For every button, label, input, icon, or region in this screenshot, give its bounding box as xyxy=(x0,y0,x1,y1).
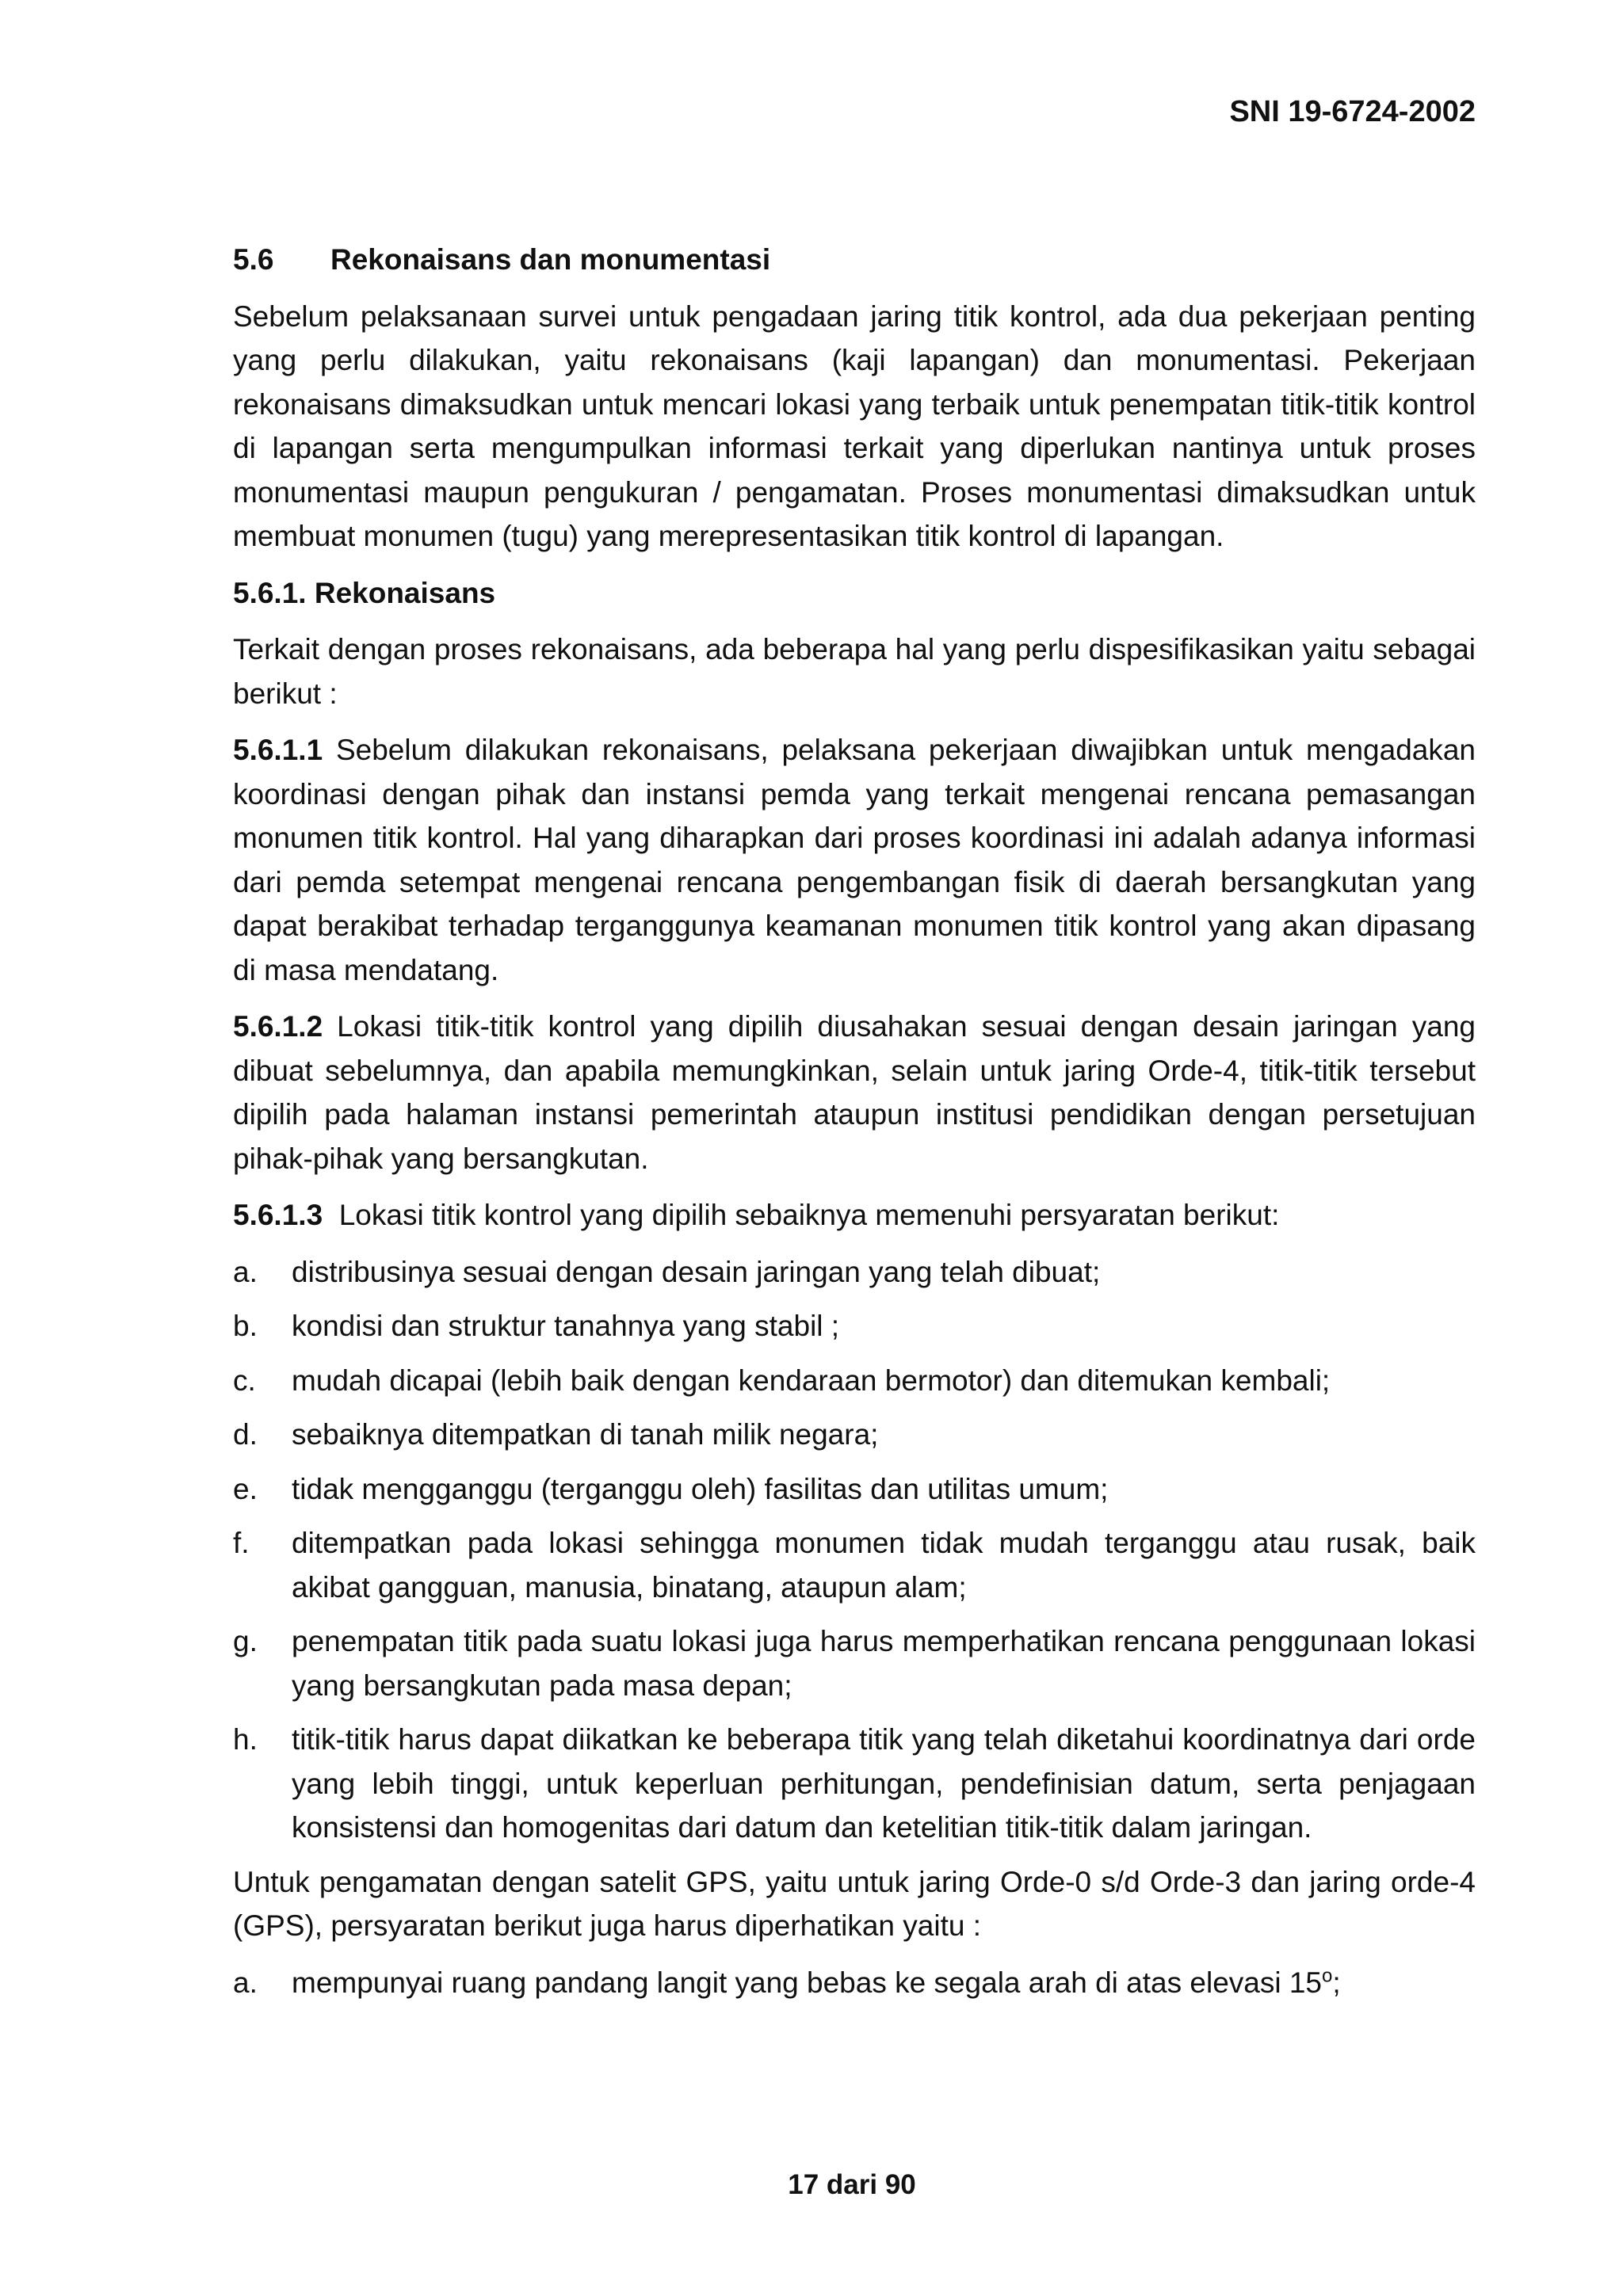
list-text: distribusinya sesuai dengan desain jaringan yang telah dibuat; xyxy=(292,1255,1101,1288)
section-title: Rekonaisans dan monumentasi xyxy=(330,243,771,276)
list-item xyxy=(233,1619,1476,1707)
list-item xyxy=(233,1718,1476,1850)
list-marker: g. xyxy=(233,1625,258,1657)
section-heading xyxy=(233,238,1476,282)
list-text: sebaiknya ditempatkan di tanah milik negara; xyxy=(292,1418,879,1451)
document-code: SNI 19-6724-2002 xyxy=(1229,95,1476,128)
document-body xyxy=(233,238,1476,2015)
list-text xyxy=(292,1961,1476,2005)
list-text: tidak mengganggu (terganggu oleh) fasilitas dan utilitas umum; xyxy=(292,1472,1109,1505)
clause-text: Sebelum dilakukan rekonaisans, pelaksana pekerjaan diwajibkan untuk mengadakan koordinasi dengan pihak dan instansi pemda yang terkait mengenai rencana pemasangan monumen titik kontrol. Hal yang diharapkan dari proses koordinasi ini adalah adanya informasi dari pemda setempat mengenai rencana pengembangan fisik di daerah bersangkutan yang dapat berakibat terhadap terganggunya keamanan monumen titik kontrol yang akan dipasang di masa mendatang. xyxy=(233,734,1476,986)
list-text-main: mempunyai ruang pandang langit yang bebas ke segala arah di atas elevasi 15 xyxy=(292,1966,1323,1999)
list-text-end: ; xyxy=(1332,1966,1341,1999)
clause-number: 5.6.1.3 xyxy=(233,1199,323,1231)
section-number: 5.6 xyxy=(233,243,274,276)
subsection-heading: 5.6.1. Rekonaisans xyxy=(233,576,496,609)
list-marker: e. xyxy=(233,1472,258,1505)
list-item xyxy=(233,1961,1476,2005)
clause-number: 5.6.1.2 xyxy=(233,1010,323,1043)
list-marker: a. xyxy=(233,1966,258,1999)
degree-superscript: o xyxy=(1322,1965,1333,1987)
list-text: mudah dicapai (lebih baik dengan kendaraan bermotor) dan ditemukan kembali; xyxy=(292,1363,1331,1397)
list-text: ditempatkan pada lokasi sehingga monumen tidak mudah terganggu atau rusak, baik akibat gangguan, manusia, binatang, ataupun alam; xyxy=(292,1527,1476,1604)
section-intro-paragraph: Sebelum pelaksanaan survei untuk pengadaan jaring titik kontrol, ada dua pekerjaan penting yang perlu dilakukan, yaitu rekonaisans (kaji lapangan) dan monumentasi. Pekerjaan rekonaisans dimaksudkan untuk mencari lokasi yang terbaik untuk penempatan titik-titik kontrol di lapangan serta mengumpulkan informasi terkait yang diperlukan nantinya untuk proses monumentasi maupun pengukuran / pengamatan. Proses monumentasi dimaksudkan untuk membuat monumen (tugu) yang merepresentasikan titik kontrol di lapangan. xyxy=(233,299,1476,552)
list-text: penempatan titik pada suatu lokasi juga harus memperhatikan rencana penggunaan lokasi yang bersangkutan pada masa depan; xyxy=(292,1625,1476,1702)
page-number: 17 dari 90 xyxy=(788,2169,916,2200)
list-text: titik-titik harus dapat diikatkan ke beberapa titik yang telah diketahui koordinatnya dari orde yang lebih tinggi, untuk keperluan perhitungan, pendefinisian datum, serta penjagaan konsistensi dan homogenitas dari datum dan ketelitian titik-titik dalam jaringan. xyxy=(292,1723,1476,1844)
list-marker: f. xyxy=(233,1527,250,1559)
list-marker: b. xyxy=(233,1310,258,1342)
gps-requirements-list xyxy=(233,1961,1476,2005)
list-marker: d. xyxy=(233,1418,258,1451)
clause-paragraph xyxy=(233,728,1476,992)
clause-number: 5.6.1.1 xyxy=(233,734,323,766)
subsection-intro-paragraph: Terkait dengan proses rekonaisans, ada beberapa hal yang perlu dispesifikasikan yaitu sebagai berikut : xyxy=(233,633,1476,710)
list-item xyxy=(233,1467,1476,1512)
clause-text: Lokasi titik-titik kontrol yang dipilih diusahakan sesuai dengan desain jaringan yang dibuat sebelumnya, dan apabila memungkinkan, selain untuk jaring Orde-4, titik-titik tersebut dipilih pada halaman instansi pemerintah ataupun institusi pendidikan dengan persetujuan pihak-pihak yang bersangkutan. xyxy=(233,1010,1476,1175)
list-item xyxy=(233,1413,1476,1457)
requirements-list xyxy=(233,1250,1476,1850)
list-text: kondisi dan struktur tanahnya yang stabil ; xyxy=(292,1310,840,1342)
list-item xyxy=(233,1521,1476,1609)
list-item xyxy=(233,1359,1476,1403)
list-item xyxy=(233,1250,1476,1295)
list-marker: h. xyxy=(233,1723,258,1756)
clause-text: Lokasi titik kontrol yang dipilih sebaiknya memenuhi persyaratan berikut: xyxy=(338,1199,1280,1231)
clause-paragraph xyxy=(233,1193,1476,1238)
clause-paragraph xyxy=(233,1005,1476,1180)
list-item xyxy=(233,1304,1476,1348)
gps-intro-paragraph: Untuk pengamatan dengan satelit GPS, yaitu untuk jaring Orde-0 s/d Orde-3 dan jaring orde-4 (GPS), persyaratan berikut juga harus diperhatikan yaitu : xyxy=(233,1865,1476,1942)
list-marker: a. xyxy=(233,1255,258,1288)
list-marker: c. xyxy=(233,1363,256,1397)
